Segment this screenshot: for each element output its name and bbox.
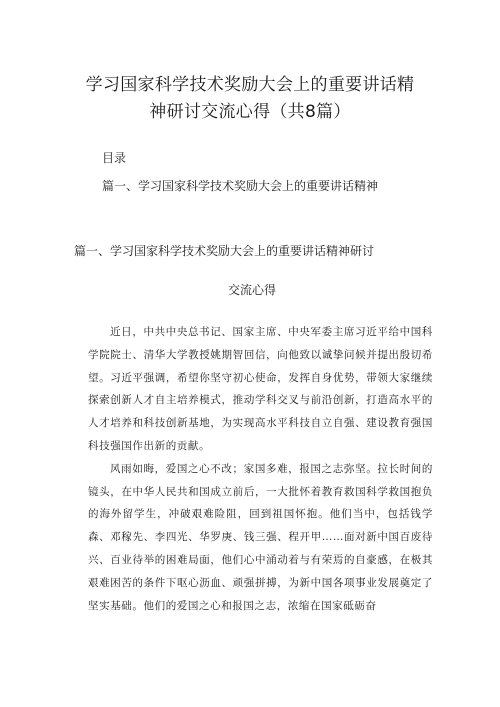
document-title-line-2: 神研讨交流心得（共8篇） xyxy=(149,102,351,122)
document-title xyxy=(60,72,440,126)
toc-heading: 目录 xyxy=(102,151,127,165)
paragraph-2: 风雨如晦，爱国之心不改；家国多难，报国之志弥坚。拉长时间的镜头，在中华人民共和国成立前后，一大批怀着教育救国科学救国抱负的海外留学生，冲破艰难险阻，回到祖国怀抱。他们当中，包括钱学森、邓稼先、李四光、华罗庚、钱三强、程开甲……面对新中国百废待兴、百业待举的困难局面，他们心中涌动着与有荣焉的自豪感，在极其艰难困苦的条件下呕心沥血、顽强拼搏，为新中国各项事业发展奠定了坚实基础。他们的爱国之心和报国之志，浓缩在国家砥砺奋 xyxy=(88,462,433,612)
document-title-line-1: 学习国家科学技术奖励大会上的重要讲话精 xyxy=(85,75,415,95)
paragraph-1: 近日，中共中央总书记、国家主席、中央军委主席习近平给中国科学院院士、清华大学教授姚期智回信，向他致以诚挚问候并提出殷切希望。习近平强调，希望你坚守初心使命，发挥自身优势，带领大家继续探索创新人才自主培养模式，推动学科交叉与前沿创新，打造高水平的人才培养和科技创新基地，为实现高水平科技自立自强、建设教育强国科技强国作出新的贡献。 xyxy=(88,326,433,452)
section-title-line-1: 篇一、学习国家科学技术奖励大会上的重要讲话精神研讨 xyxy=(74,244,375,258)
section-title-line-2: 交流心得 xyxy=(227,283,276,297)
body-text xyxy=(88,321,433,617)
toc-item-1: 篇一、学习国家科学技术奖励大会上的重要讲话精神 xyxy=(102,179,379,193)
section-title xyxy=(74,243,430,298)
